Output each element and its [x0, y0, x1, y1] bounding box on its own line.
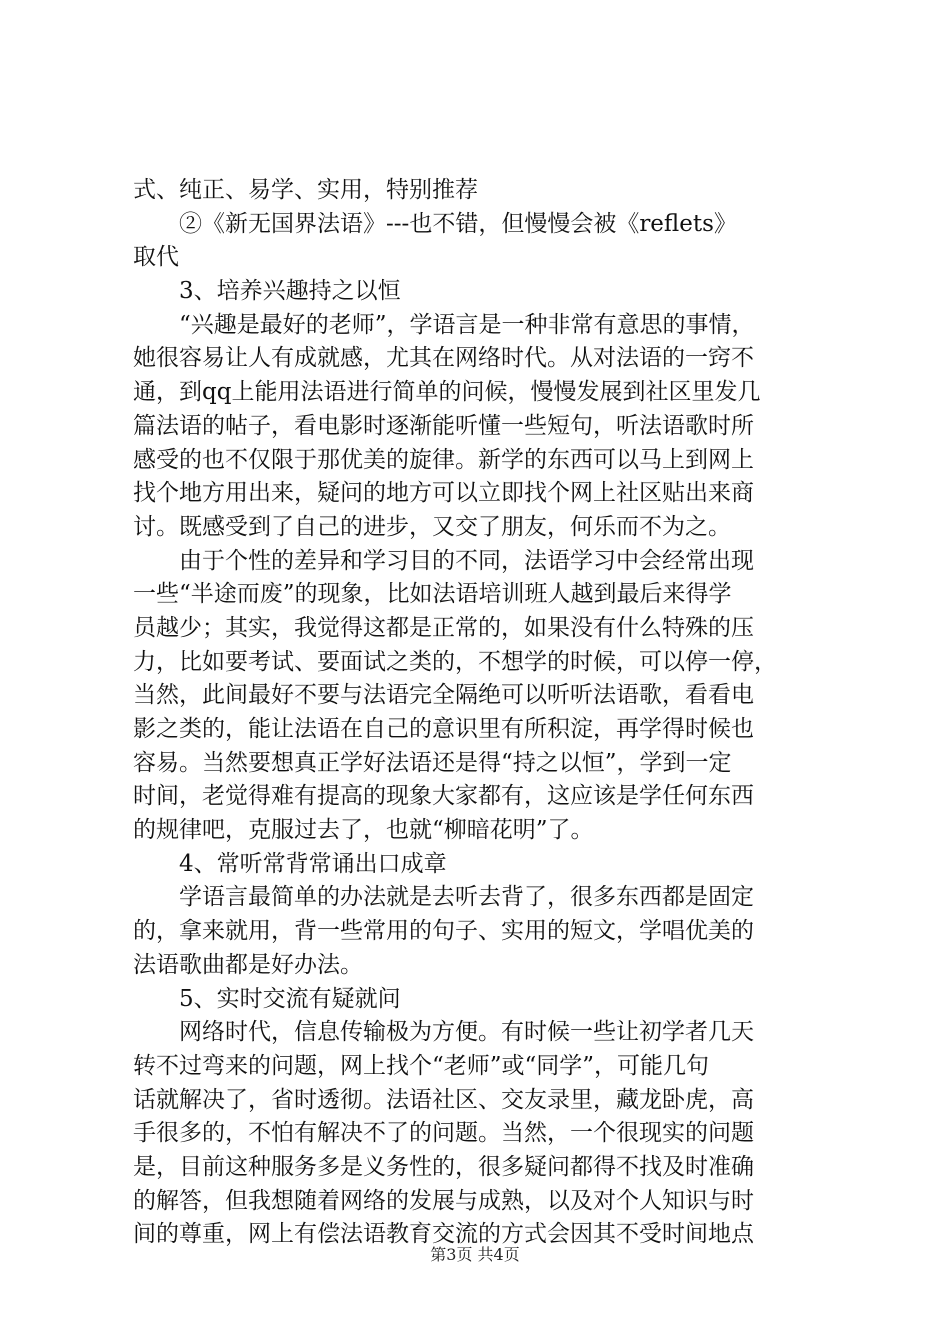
section-heading-4: 4、常听常背常诵出口成章 [133, 850, 447, 877]
text-line: “兴趣是最好的老师”，学语言是一种非常有意思的事情， [133, 311, 755, 338]
text-line: 容易。当然要想真正学好法语还是得“持之以恒”，学到一定 [133, 749, 732, 776]
text-line: 话就解决了，省时透彻。法语社区、交友录里，藏龙卧虎，高 [133, 1086, 754, 1113]
text-line: 式、纯正、易学、实用，特别推荐 [133, 177, 478, 203]
text-line: 她很容易让人有成就感，尤其在网络时代。从对法语的一窍不 [133, 345, 754, 372]
document-body [133, 174, 833, 1252]
text-line: 篇法语的帖子，看电影时逐渐能听懂一些短句，听法语歌时所 [133, 412, 754, 439]
text-line: ②《新无国界法语》---也不错，但慢慢会被《reflets》 [133, 210, 737, 237]
text-line: 由于个性的差异和学习目的不同，法语学习中会经常出现 [133, 547, 754, 574]
text-line: 力，比如要考试、要面试之类的，不想学的时候，可以停一停， [133, 648, 777, 675]
text-line: 讨。既感受到了自己的进步，又交了朋友，何乐而不为之。 [133, 513, 731, 540]
text-line: 的规律吧，克服过去了，也就“柳暗花明”了。 [133, 817, 594, 844]
text-line: 影之类的，能让法语在自己的意识里有所积淀，再学得时候也 [133, 716, 754, 742]
text-line: 一些“半途而废”的现象，比如法语培训班人越到最后来得学 [133, 581, 732, 608]
text-line: 间的尊重，网上有偿法语教育交流的方式会因其不受时间地点 [133, 1221, 754, 1248]
text-line: 员越少；其实，我觉得这都是正常的，如果没有什么特殊的压 [133, 614, 754, 641]
section-heading-5: 5、实时交流有疑就问 [133, 985, 401, 1012]
text-line: 取代 [133, 244, 179, 271]
page-number-footer: 第3页 共4页 [430, 1245, 520, 1264]
text-line: 感受的也不仅限于那优美的旋律。新学的东西可以马上到网上 [133, 446, 754, 473]
text-line: 的解答，但我想随着网络的发展与成熟，以及对个人知识与时 [133, 1187, 754, 1214]
text-line: 网络时代，信息传输极为方便。有时候一些让初学者几天 [133, 1019, 754, 1046]
text-line: 法语歌曲都是好办法。 [133, 951, 363, 978]
text-line: 手很多的，不怕有解决不了的问题。当然，一个很现实的问题 [133, 1120, 754, 1147]
text-line: 通，到qq上能用法语进行简单的问候，慢慢发展到社区里发几 [133, 379, 761, 406]
text-line: 当然，此间最好不要与法语完全隔绝可以听听法语歌，看看电 [133, 682, 754, 709]
text-line: 学语言最简单的办法就是去听去背了，很多东西都是固定 [133, 884, 754, 911]
text-line: 的，拿来就用，背一些常用的句子、实用的短文，学唱优美的 [133, 918, 754, 945]
text-line: 找个地方用出来，疑问的地方可以立即找个网上社区贴出来商 [133, 480, 754, 507]
text-line: 时间，老觉得难有提高的现象大家都有，这应该是学任何东西 [133, 783, 754, 810]
text-line: 转不过弯来的问题，网上找个“老师”或“同学”，可能几句 [133, 1052, 710, 1079]
text-line: 是，目前这种服务多是义务性的，很多疑问都得不找及时准确 [133, 1153, 754, 1180]
section-heading-3: 3、培养兴趣持之以恒 [133, 278, 401, 305]
